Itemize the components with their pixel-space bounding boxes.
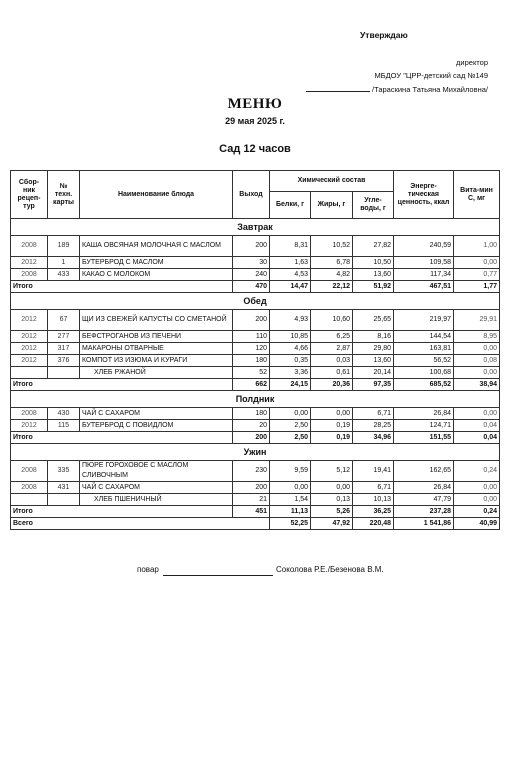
cell-protein: 0,00 <box>270 408 311 420</box>
cell-vitamin: 29,91 <box>454 310 500 331</box>
cell-protein: 4,93 <box>270 310 311 331</box>
cell-fat: 0,61 <box>311 367 353 379</box>
cell-collection <box>11 367 48 379</box>
section-header-row <box>11 219 500 236</box>
menu-item-row <box>11 310 500 331</box>
cell-collection: 2008 <box>11 269 48 281</box>
total-energy: 151,55 <box>394 432 454 444</box>
cell-collection <box>11 494 48 506</box>
total-carbs: 97,35 <box>353 379 394 391</box>
cell-collection: 2008 <box>11 408 48 420</box>
total-carbs: 36,25 <box>353 506 394 518</box>
menu-item-row <box>11 355 500 367</box>
cell-card: 433 <box>48 269 80 281</box>
cell-protein: 0,35 <box>270 355 311 367</box>
cell-dish: БУТЕРБРОД С ПОВИДЛОМ <box>80 420 233 432</box>
cell-yield: 52 <box>233 367 270 379</box>
total-label: Итого <box>11 432 233 444</box>
grand-total-label: Всего <box>11 518 270 530</box>
cell-energy: 56,52 <box>394 355 454 367</box>
menu-item-row <box>11 420 500 432</box>
cell-yield: 200 <box>233 310 270 331</box>
cell-collection: 2012 <box>11 355 48 367</box>
cell-yield: 30 <box>233 257 270 269</box>
cell-card: 430 <box>48 408 80 420</box>
cell-fat: 6,25 <box>311 331 353 343</box>
total-label: Итого <box>11 506 233 518</box>
cell-dish: КАША ОВСЯНАЯ МОЛОЧНАЯ С МАСЛОМ <box>80 236 233 257</box>
total-yield: 451 <box>233 506 270 518</box>
header-energy: Энерге-тическая ценность, ккал <box>394 171 454 219</box>
approval-signature-name: /Тараскина Татьяна Михайловна/ <box>372 85 488 94</box>
cell-carbs: 29,80 <box>353 343 394 355</box>
cell-dish: МАКАРОНЫ ОТВАРНЫЕ <box>80 343 233 355</box>
cell-protein: 0,00 <box>270 482 311 494</box>
cell-energy: 144,54 <box>394 331 454 343</box>
cell-dish: КАКАО С МОЛОКОМ <box>80 269 233 281</box>
cell-vitamin: 0,00 <box>454 408 500 420</box>
signature-underline <box>306 84 370 92</box>
section-title: Ужин <box>11 444 500 461</box>
document-group: Сад 12 часов <box>219 143 291 155</box>
cell-carbs: 19,41 <box>353 461 394 482</box>
cell-dish: ЧАЙ С САХАРОМ <box>80 482 233 494</box>
cell-dish: ХЛЕБ ПШЕНИЧНЫЙ <box>80 494 233 506</box>
cell-card: 277 <box>48 331 80 343</box>
header-protein: Белки, г <box>270 192 311 219</box>
cell-collection: 2008 <box>11 461 48 482</box>
cell-card: 67 <box>48 310 80 331</box>
total-yield: 470 <box>233 281 270 293</box>
total-vitamin: 1,77 <box>454 281 500 293</box>
cell-vitamin: 8,95 <box>454 331 500 343</box>
cell-card: 115 <box>48 420 80 432</box>
total-vitamin: 0,24 <box>454 506 500 518</box>
total-vitamin: 0,04 <box>454 432 500 444</box>
total-protein: 2,50 <box>270 432 311 444</box>
cell-vitamin: 0,00 <box>454 367 500 379</box>
cell-fat: 0,19 <box>311 420 353 432</box>
cell-card <box>48 494 80 506</box>
header-carbs: Угле-воды, г <box>353 192 394 219</box>
header-collection: Сбор-ник рецеп-тур <box>11 171 48 219</box>
cell-collection: 2012 <box>11 420 48 432</box>
menu-item-row <box>11 331 500 343</box>
cell-carbs: 13,60 <box>353 355 394 367</box>
cell-vitamin: 1,00 <box>454 236 500 257</box>
cell-dish: ПЮРЕ ГОРОХОВОЕ С МАСЛОМ СЛИВОЧНЫМ <box>80 461 233 482</box>
cook-label: повар <box>137 565 159 574</box>
total-vitamin: 38,94 <box>454 379 500 391</box>
cell-fat: 2,87 <box>311 343 353 355</box>
cell-collection: 2008 <box>11 236 48 257</box>
cell-energy: 124,71 <box>394 420 454 432</box>
cell-carbs: 8,16 <box>353 331 394 343</box>
cell-carbs: 25,65 <box>353 310 394 331</box>
cell-carbs: 10,50 <box>353 257 394 269</box>
cell-vitamin: 0,77 <box>454 269 500 281</box>
grand-total-protein: 52,25 <box>270 518 311 530</box>
total-carbs: 34,96 <box>353 432 394 444</box>
total-fat: 22,12 <box>311 281 353 293</box>
cell-fat: 5,12 <box>311 461 353 482</box>
cell-collection: 2012 <box>11 310 48 331</box>
menu-item-row <box>11 408 500 420</box>
cell-dish: БУТЕРБРОД С МАСЛОМ <box>80 257 233 269</box>
cell-energy: 162,65 <box>394 461 454 482</box>
total-fat: 20,36 <box>311 379 353 391</box>
total-carbs: 51,92 <box>353 281 394 293</box>
header-vitamin: Вита-мин С, мг <box>454 171 500 219</box>
cell-card: 376 <box>48 355 80 367</box>
cell-energy: 109,58 <box>394 257 454 269</box>
cell-yield: 180 <box>233 408 270 420</box>
cell-collection: 2012 <box>11 331 48 343</box>
cell-dish: КОМПОТ ИЗ ИЗЮМА И КУРАГИ <box>80 355 233 367</box>
section-header-row <box>11 293 500 310</box>
cell-carbs: 6,71 <box>353 408 394 420</box>
cell-dish: ХЛЕБ РЖАНОЙ <box>80 367 233 379</box>
cell-dish: ЧАЙ С САХАРОМ <box>80 408 233 420</box>
grand-total-fat: 47,92 <box>311 518 353 530</box>
cell-collection: 2012 <box>11 257 48 269</box>
total-yield: 662 <box>233 379 270 391</box>
total-label: Итого <box>11 281 233 293</box>
cell-vitamin: 0,00 <box>454 343 500 355</box>
cell-protein: 2,50 <box>270 420 311 432</box>
cell-carbs: 6,71 <box>353 482 394 494</box>
total-energy: 237,28 <box>394 506 454 518</box>
cell-yield: 21 <box>233 494 270 506</box>
section-title: Полдник <box>11 391 500 408</box>
cell-protein: 4,53 <box>270 269 311 281</box>
cell-fat: 4,82 <box>311 269 353 281</box>
cell-yield: 180 <box>233 355 270 367</box>
document-title: МЕНЮ <box>227 96 283 112</box>
cell-energy: 117,34 <box>394 269 454 281</box>
total-fat: 0,19 <box>311 432 353 444</box>
total-row <box>11 432 500 444</box>
total-protein: 11,13 <box>270 506 311 518</box>
cell-collection: 2012 <box>11 343 48 355</box>
total-label: Итого <box>11 379 233 391</box>
section-title: Обед <box>11 293 500 310</box>
cell-card: 317 <box>48 343 80 355</box>
menu-item-row <box>11 236 500 257</box>
cell-card: 189 <box>48 236 80 257</box>
header-fat: Жиры, г <box>311 192 353 219</box>
total-fat: 5,26 <box>311 506 353 518</box>
menu-item-row <box>11 461 500 482</box>
cell-yield: 240 <box>233 269 270 281</box>
menu-table <box>10 170 500 530</box>
cell-fat: 0,13 <box>311 494 353 506</box>
cell-energy: 26,84 <box>394 482 454 494</box>
cell-yield: 200 <box>233 236 270 257</box>
cell-card: 431 <box>48 482 80 494</box>
total-row <box>11 506 500 518</box>
approval-title: Утверждаю <box>360 30 408 40</box>
total-protein: 24,15 <box>270 379 311 391</box>
cell-yield: 200 <box>233 482 270 494</box>
cell-energy: 163,81 <box>394 343 454 355</box>
cell-yield: 110 <box>233 331 270 343</box>
cell-yield: 20 <box>233 420 270 432</box>
cell-vitamin: 0,00 <box>454 482 500 494</box>
document-date: 29 мая 2025 г. <box>225 116 285 126</box>
section-title: Завтрак <box>11 219 500 236</box>
approval-signature-line <box>306 84 488 94</box>
cell-fat: 6,78 <box>311 257 353 269</box>
cell-vitamin: 0,08 <box>454 355 500 367</box>
cell-protein: 1,63 <box>270 257 311 269</box>
menu-item-row <box>11 269 500 281</box>
cook-names: Соколова Р.Е./Безенова В.М. <box>276 565 384 574</box>
approval-organization: МБДОУ "ЦРР-детский сад №149 <box>374 71 488 80</box>
cell-carbs: 13,60 <box>353 269 394 281</box>
total-protein: 14,47 <box>270 281 311 293</box>
cook-signature-line <box>163 575 273 576</box>
cell-protein: 8,31 <box>270 236 311 257</box>
cell-energy: 219,97 <box>394 310 454 331</box>
cell-protein: 4,66 <box>270 343 311 355</box>
menu-item-row <box>11 367 500 379</box>
cell-card <box>48 367 80 379</box>
grand-total-carbs: 220,48 <box>353 518 394 530</box>
cell-dish: ЩИ ИЗ СВЕЖЕЙ КАПУСТЫ СО СМЕТАНОЙ <box>80 310 233 331</box>
cell-fat: 10,52 <box>311 236 353 257</box>
cell-carbs: 28,25 <box>353 420 394 432</box>
cell-protein: 3,36 <box>270 367 311 379</box>
cell-carbs: 27,82 <box>353 236 394 257</box>
cell-vitamin: 0,24 <box>454 461 500 482</box>
cell-energy: 26,84 <box>394 408 454 420</box>
grand-total-row <box>11 518 500 530</box>
cell-yield: 120 <box>233 343 270 355</box>
total-row <box>11 281 500 293</box>
cell-fat: 10,60 <box>311 310 353 331</box>
cell-fat: 0,03 <box>311 355 353 367</box>
cell-fat: 0,00 <box>311 408 353 420</box>
menu-item-row <box>11 343 500 355</box>
cell-dish: БЕФСТРОГАНОВ ИЗ ПЕЧЕНИ <box>80 331 233 343</box>
cell-card: 335 <box>48 461 80 482</box>
total-energy: 685,52 <box>394 379 454 391</box>
menu-item-row <box>11 257 500 269</box>
grand-total-vitamin: 40,99 <box>454 518 500 530</box>
header-yield: Выход <box>233 171 270 219</box>
cell-protein: 10,85 <box>270 331 311 343</box>
cell-fat: 0,00 <box>311 482 353 494</box>
cell-protein: 1,54 <box>270 494 311 506</box>
approval-position: директор <box>456 58 488 67</box>
cell-protein: 9,59 <box>270 461 311 482</box>
header-card: № техн. карты <box>48 171 80 219</box>
grand-total-energy: 1 541,86 <box>394 518 454 530</box>
cell-collection: 2008 <box>11 482 48 494</box>
menu-item-row <box>11 482 500 494</box>
total-yield: 200 <box>233 432 270 444</box>
cell-vitamin: 0,00 <box>454 494 500 506</box>
cell-energy: 100,68 <box>394 367 454 379</box>
cell-vitamin: 0,04 <box>454 420 500 432</box>
cell-yield: 230 <box>233 461 270 482</box>
total-energy: 467,51 <box>394 281 454 293</box>
header-dish: Наименование блюда <box>80 171 233 219</box>
cell-carbs: 10,13 <box>353 494 394 506</box>
header-chemistry: Химический состав <box>270 171 394 192</box>
cell-card: 1 <box>48 257 80 269</box>
section-header-row <box>11 391 500 408</box>
cell-energy: 240,59 <box>394 236 454 257</box>
section-header-row <box>11 444 500 461</box>
cell-energy: 47,79 <box>394 494 454 506</box>
cell-carbs: 20,14 <box>353 367 394 379</box>
total-row <box>11 379 500 391</box>
menu-item-row <box>11 494 500 506</box>
cell-vitamin: 0,00 <box>454 257 500 269</box>
